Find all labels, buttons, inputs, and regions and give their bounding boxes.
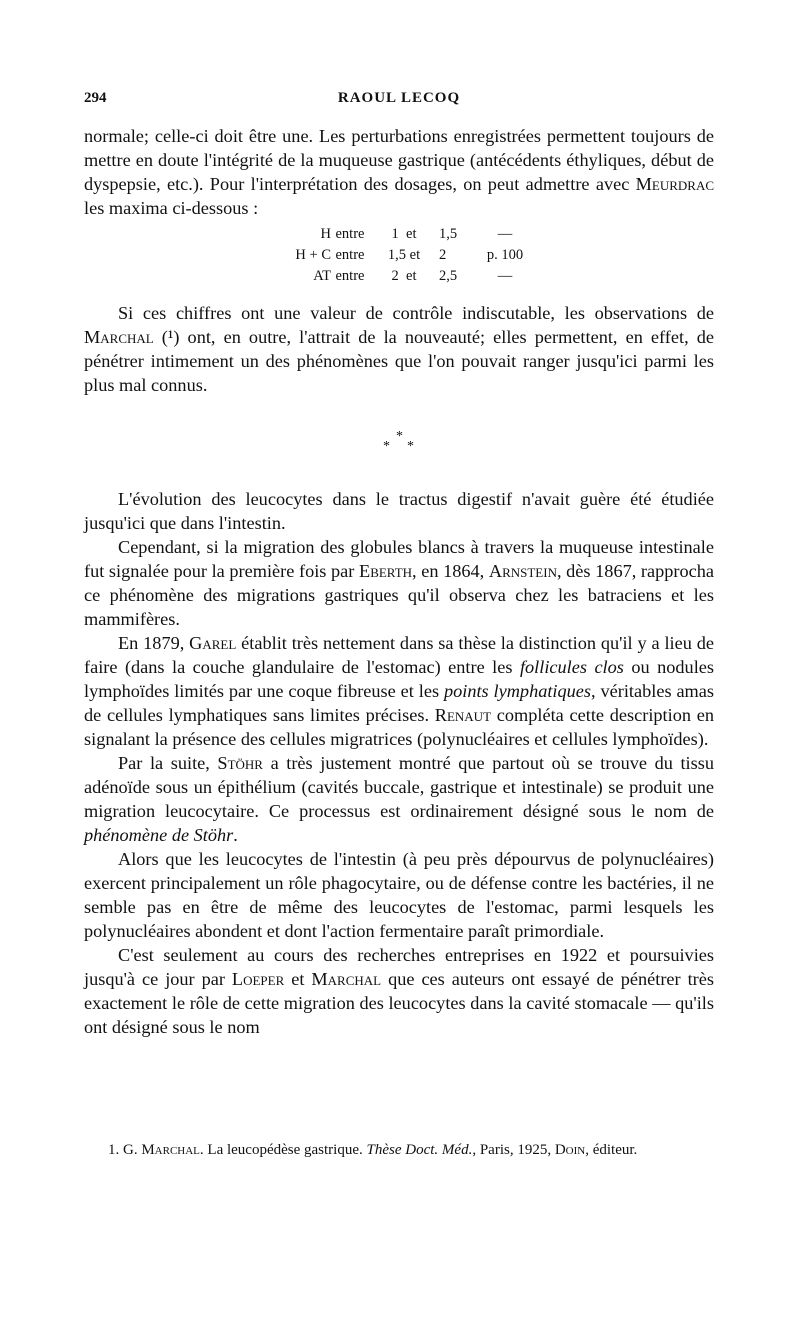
page-number: 294	[84, 90, 107, 106]
section-asterism	[84, 397, 714, 487]
author-name: Arnstein	[488, 561, 557, 581]
paragraph-6: Par la suite, Stöhr a très justement montré que partout où se trouve du tissu adénoïde sous un épithélium (cavités buccale, gastrique et intestinale) se produit une migration leucocytaire. Ce processus est ordinairement désigné sous le nom de phénomène de Stöhr.	[84, 753, 714, 845]
italic-term: phénomène de Stöhr	[84, 825, 234, 845]
formula-row: H + C entre 1,5 et 2 p. 100	[295, 247, 524, 263]
footnote: 1. G. Marchal. La leucopédèse gastrique. Thèse Doct. Méd., Paris, 1925, Doin, éditeur.	[108, 1142, 638, 1158]
author-name: Garel	[189, 633, 237, 653]
author-name: Renaut	[434, 705, 492, 725]
italic-term: Thèse Doct. Méd.	[366, 1142, 473, 1158]
asterism-star: *	[383, 439, 390, 454]
paragraph-1: normale; celle-ci doit être une. Les perturbations enregistrées permettent toujours de mettre en doute l'intégrité de la muqueuse gastrique (antécédents éthyliques, début de dyspepsie, etc.). Pour l'interprétation des dosages, on peut admettre avec Meurdrac les maxima ci-dessous :	[84, 126, 714, 218]
paragraph-5: En 1879, Garel établit très nettement dans sa thèse la distinction qu'il y a lieu de faire (dans la couche glandulaire de l'estomac) entre les follicules clos ou nodules lymphoïdes limités par une coque fibreuse et les points lymphatiques, véritables amas de cellules lymphatiques sans limites précises. Renaut compléta cette description en signalant la présence des cellules migratrices (polynucléaires et cellules lymphoïdes).	[84, 633, 715, 749]
maxima-table	[189, 224, 609, 287]
italic-term: points lymphatiques	[443, 681, 592, 701]
paragraph-7: Alors que les leucocytes de l'intestin (à peu près dépourvus de polynucléaires) exercent principalement un rôle phagocytaire, ou de défense contre les bactéries, il ne semble pas en être de même des leucocytes de l'estomac, parmi lesquels les polynucléaires abondent et dont l'action fermentaire paraît primordiale.	[84, 849, 714, 941]
running-head: RAOUL LECOQ	[337, 90, 461, 106]
formula-row: H entre 1 et 1,5 —	[320, 226, 513, 242]
author-name: Loeper	[231, 969, 285, 989]
author-name: Marchal	[311, 969, 382, 989]
author-name: Marchal	[141, 1142, 200, 1158]
author-name: Meurdrac	[635, 174, 714, 194]
paragraph-8: C'est seulement au cours des recherches entreprises en 1922 et poursuivies jusqu'à ce jour par Loeper et Marchal que ces auteurs ont essayé de pénétrer très exactement le rôle de cette migration des leucocytes dans la cavité stomacale — qu'ils ont désigné sous le nom	[84, 945, 714, 1037]
paragraph-4: Cependant, si la migration des globules blancs à travers la muqueuse intestinale fut signalée pour la première fois par Eberth, en 1864, Arnstein, dès 1867, rapprocha ce phénomène des migrations gastriques qu'il observa chez les batraciens et les mammifères.	[84, 537, 715, 629]
page-header	[84, 90, 714, 114]
author-name: Marchal	[84, 327, 154, 347]
author-name: Stöhr	[217, 753, 263, 773]
italic-term: follicules clos	[519, 657, 624, 677]
asterism-star: *	[396, 429, 403, 444]
asterism-star: *	[407, 439, 414, 454]
paragraph-3: L'évolution des leucocytes dans le tractus digestif n'avait guère été étudiée jusqu'ici que dans l'intestin.	[84, 489, 714, 533]
paragraph-2: Si ces chiffres ont une valeur de contrôle indiscutable, les observations de Marchal (¹) ont, en outre, l'attrait de la nouveauté; elles permettent, en effet, de pénétrer intimement un des phénomènes que l'on pouvait ranger jusqu'ici parmi les plus mal connus.	[84, 303, 714, 395]
footnote-ref[interactable]: (¹)	[161, 327, 180, 347]
publisher-name: Doin	[554, 1142, 586, 1158]
formula-row: AT entre 2 et 2,5 —	[313, 268, 513, 284]
body-text	[84, 124, 714, 1039]
footnote-number: 1.	[108, 1142, 120, 1158]
author-name: Eberth	[359, 561, 413, 581]
